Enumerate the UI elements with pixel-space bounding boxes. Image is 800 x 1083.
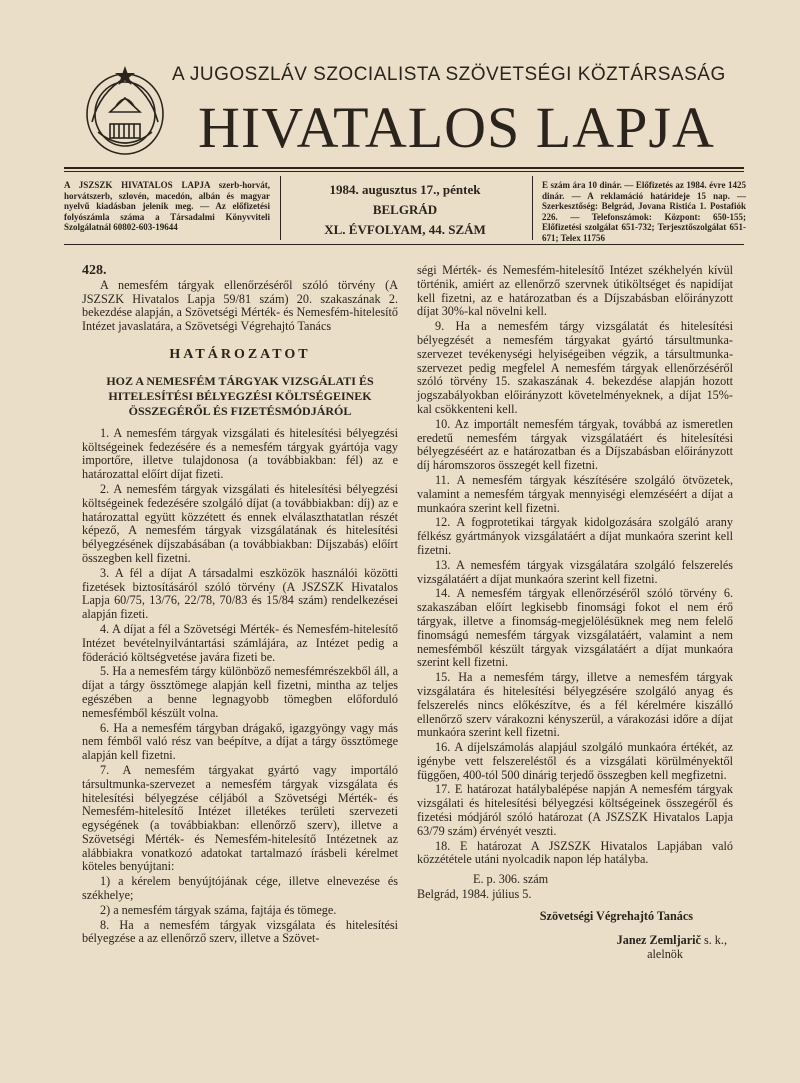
reference-number: E. p. 306. szám xyxy=(473,872,549,887)
issue-info xyxy=(290,180,520,240)
paragraph: 15. Ha a nemesfém tárgy, illetve a nemesfém tárgyak vizsgálatára és hitelesítési bélyegzésére szolgáló anyag és felszerelés nincs előkészítve, és a fél kérelmére kiszálló ellenőrző szerv várakozni kényszerül, a várakozási időre a díjat munkaóra szerint kell fizetni. xyxy=(417,670,733,740)
header-rule xyxy=(64,171,744,172)
list-item: 1) a kérelem benyújtójának cége, illetve elnevezése és székhelye; xyxy=(82,874,398,903)
subscription-info: A JSZSZK HIVATALOS LAPJA szerb-horvát, horvátszerb, szlovén, macedón, albán és magyar nyelvű kiadásban jelenik meg. — Az előfizetési folyószámla száma a Társadalmi Könyvviteli Szolgálatnál 60802-603-19644 xyxy=(64,180,270,232)
paragraph: 18. E határozat A JSZSZK Hivatalos Lapjában való közzététele utáni nyolcadik napon lép hatályba. xyxy=(417,838,733,867)
issue-date: 1984. augusztus 17., péntek xyxy=(329,182,481,197)
signatory-role: alelnök xyxy=(647,947,683,962)
paragraph: 3. A fél a díjat A társadalmi eszközök használói közötti fizetések biztosításáról szóló törvény (A JSZSZK Hivatalos Lapja 60/75, 13/76, 22/78, 70/83 és 15/84 szám) rendelkezései alapján fizeti. xyxy=(82,565,398,622)
place-date: Belgrád, 1984. július 5. xyxy=(417,887,532,902)
paragraph: 14. A nemesfém tárgyak ellenőrzéséről szóló törvény 6. szakaszában előírt legkisebb finomsági fokot el nem érő tárgyak, illetve a finomság-megjelölésüknek meg nem felelő finomságú nemesfém tárgyak vizsgálatáért, valamint a nem nemesfémből készült tárgyak vizsgálatáért a díjat munkaóra szerint kell fizetni. xyxy=(417,586,733,670)
decision-subtitle: HOZ A NEMESFÉM TÁRGYAK VIZSGÁLATI ÉS HITELESÍTÉSI BÉLYEGZÉSI KÖLTSÉGEINEK ÖSSZEGÉRŐL ÉS FIZETÉSMÓDJÁRÓL xyxy=(106,373,374,418)
paragraph: 4. A díjat a fél a Szövetségi Mérték- és Nemesfém-hitelesítő Intézet bevételnyilvántartási számlájára, az Intézet pedig a föderáció költségvetése javára fizeti be. xyxy=(82,621,398,664)
paragraph: 16. A díjelszámolás alapjául szolgáló munkaóra értékét, az igénybe vett felszereléstől és a vizsgálati körülményektől függően, 400-tól 500 dinárig terjedő összegben kell megfizetni. xyxy=(417,740,733,782)
issuing-body: Szövetségi Végrehajtó Tanács xyxy=(539,908,693,923)
paragraph: 13. A nemesfém tárgyak vizsgálatára szolgáló felszerelés vizsgálatáért a díjat munkaóra szerint kell fizetni. xyxy=(417,557,733,586)
header-rule xyxy=(64,167,744,169)
column-divider xyxy=(532,176,533,240)
header-rule xyxy=(64,244,744,245)
decision-heading: HATÁROZATOT xyxy=(169,346,311,362)
intro-paragraph: A nemesfém tárgyak ellenőrzéséről szóló törvény (A JSZSZK Hivatalos Lapja 59/81 szám) 20. szakaszának 2. bekezdése alapján, a Szövetségi Mérték- és Nemesfém-hitelesítő Intézet javaslatára, a Szövetségi Végrehajtó Tanács xyxy=(82,277,398,334)
price-contact-info: E szám ára 10 dinár. — Előfizetés az 1984. évre 1425 dinár. — A reklamáció határideje 15 nap. — Szerkesztőség: Belgrád, Jovana Ristića 1. Postafiók 226. — Telefonszámok: Központ: 650-155; Előfizetési szolgálat 651-732; Terjesztőszolgálat 651-671; Telex 11756 xyxy=(542,180,746,243)
state-emblem-icon xyxy=(80,62,170,162)
issue-city: BELGRÁD xyxy=(372,202,438,217)
list-item: 2) a nemesfém tárgyak száma, fajtája és tömege. xyxy=(100,902,337,917)
column-divider xyxy=(280,176,281,240)
republic-heading: A JUGOSZLÁV SZOCIALISTA SZÖVETSÉGI KÖZTÁRSASÁG xyxy=(172,64,726,85)
signatory-suffix: s. k., xyxy=(700,932,727,947)
signatory-name: Janez Zemljarič xyxy=(616,932,701,947)
paragraph: 1. A nemesfém tárgyak vizsgálati és hitelesítési bélyegzési költségeinek fedezésére és a nemesfém tárgyak gyártója vagy importőre, illetve tulajdonosa (a továbbiakban: fél) az e határozattal előírt díjat fizeti. xyxy=(82,425,398,482)
paragraph: ségi Mérték- és Nemesfém-hitelesítő Intézet székhelyén kívül történik, amiért az ellenőrző szervnek útiköltséget és napidíjat kell fizetni, az e határozatban és a Díjszabásban előirányzott díjat 30%-kal növelni kell. xyxy=(417,263,733,319)
act-number: 428. xyxy=(82,263,107,278)
issue-volume: XL. ÉVFOLYAM, 44. SZÁM xyxy=(324,222,486,237)
paragraph: 2. A nemesfém tárgyak vizsgálati és hitelesítési bélyegzési költségeinek fedezésére szolgáló díjat (a továbbiakban: díj) az e határozattal együtt közzétett és ennek elválaszthatatlan részét képező, A nemesfém tárgyak vizsgálatának és hitelesítési bélyegzésének díjszabásában (a továbbiakban: Díjszabás) előírt összegben kell fizetni. xyxy=(82,481,398,565)
masthead-title: HIVATALOS LAPJA xyxy=(198,95,715,160)
signatory xyxy=(417,934,733,948)
paragraph: 7. A nemesfém tárgyakat gyártó vagy importáló társultmunka-szervezet a nemesfém tárgyak vizsgálata és hitelesítési bélyegzése céljából a Szövetségi Mérték- és Nemesfém-hitelesítő Intézet illetékes területi szervezeti egységének (a továbbiakban: ellenőrző szerv), illetve a Szövetségi Mérték- és Nemesfém-hitelesítő Intézetnek az alábbiakra vonatkozó adatokat tartalmazó írásbeli kérelmet köteles benyújtani: xyxy=(82,762,398,874)
paragraph: 6. Ha a nemesfém tárgyban drágakő, igazgyöngy vagy más nem fémből való rész van beépítve, a díjat a tárgy össztömege alapján kell fizetni. xyxy=(82,720,398,763)
left-column xyxy=(82,264,398,947)
paragraph: 17. E határozat hatálybalépése napján A nemesfém tárgyak vizsgálati és hitelesítési bélyegzési költségeinek összegéről és fizetési módjáról szóló határozat (A JSZSZK Hivatalos Lapja 63/79 szám) érvényét veszti. xyxy=(417,782,733,838)
paragraph: 10. Az importált nemesfém tárgyak, továbbá az ismeretlen eredetű nemesfém tárgyak vizsgálatáért és hitelesítési bélyegzéséért az e határozatban és a Díjszabásban előirányzott díj háromszoros összegét kell fizetni. xyxy=(417,416,733,473)
paragraph: 5. Ha a nemesfém tárgy különböző nemesfémrészekből áll, a díjat a tárgy össztömege alapján kell fizetni, mintha az teljes egészében a benne legnagyobb tömegben előforduló nemesfémből készült volna. xyxy=(82,664,398,720)
paragraph: 9. Ha a nemesfém tárgy vizsgálatát és hitelesítési bélyegzését a nemesfém tárgyakat gyártó társultmunka-szervezet tevékenységi helyiségeiben végzik, a társultmunka-szervezet pedig megfelel A nemesfém tárgyak ellenőrzéséről szóló törvény 15. szakaszának 4. bekezdése alapján hozott jogszabályokban előirányzott követelményeknek, a díjat 15%-kal csökkenteni kell. xyxy=(417,319,733,416)
paragraph: 8. Ha a nemesfém tárgyak vizsgálata és hitelesítési bélyegzése a az ellenőrző szerv, illetve a Szövet- xyxy=(82,917,398,946)
paragraph: 12. A fogprotetikai tárgyak kidolgozására szolgáló arany félkész gyártmányok vizsgálatáért a díjat munkaóra szerint kell fizetni. xyxy=(417,515,733,557)
right-column xyxy=(417,264,733,963)
paragraph: 11. A nemesfém tárgyak készítésére szolgáló ötvözetek, valamint a nemesfém tárgyak mennyiségi elemzéséért a díjat a munkaóra szerint kell fizetni. xyxy=(417,472,733,515)
